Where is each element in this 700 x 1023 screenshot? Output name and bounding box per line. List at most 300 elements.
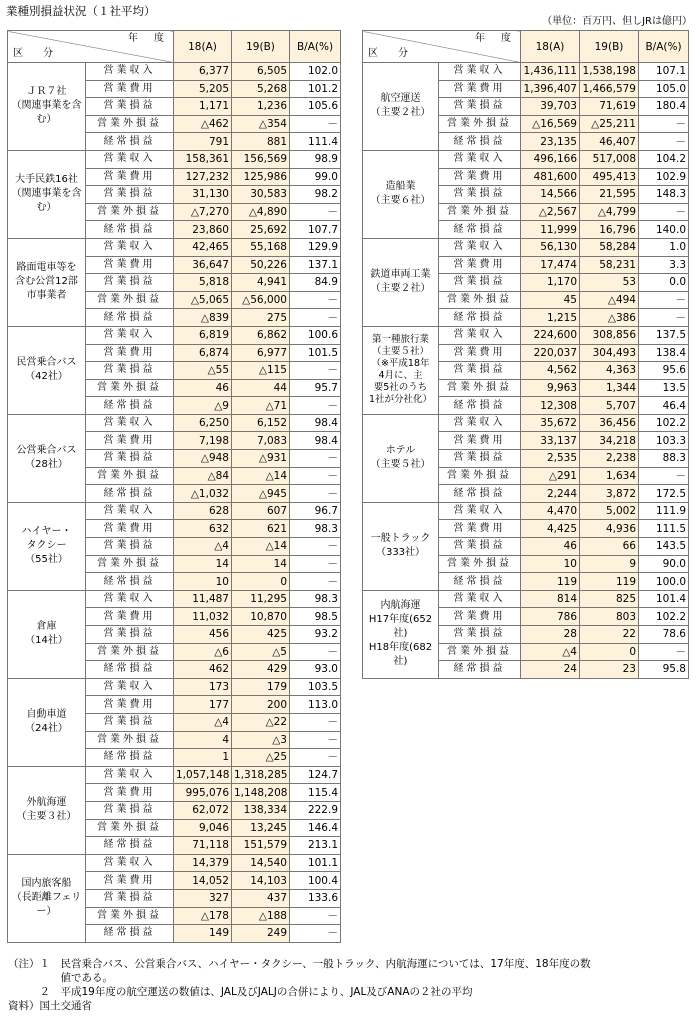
value-19b: △25: [232, 749, 290, 767]
value-18a: 1,171: [174, 98, 232, 116]
ratio-value: 95.7: [290, 379, 341, 397]
ratio-value: 99.0: [290, 168, 341, 186]
value-19b: 125,986: [232, 168, 290, 186]
row-label: 営業損益: [86, 450, 174, 468]
value-19b: 1,538,198: [580, 63, 639, 81]
value-18a: 462: [174, 661, 232, 679]
value-18a: 9,963: [521, 379, 580, 397]
value-19b: △56,000: [232, 291, 290, 309]
value-19b: 495,413: [580, 168, 639, 186]
value-18a: △55: [174, 362, 232, 380]
ratio-value: 101.2: [290, 80, 341, 98]
value-19b: 36,456: [580, 414, 639, 432]
row-label: 経常損益: [439, 309, 521, 327]
value-18a: 4: [174, 731, 232, 749]
group-name-cell: [8, 678, 86, 766]
value-18a: 62,072: [174, 801, 232, 819]
ratio-value: －: [290, 538, 341, 556]
value-19b: 6,152: [232, 414, 290, 432]
value-19b: 58,284: [580, 238, 639, 256]
group-name-line: （14社）: [25, 635, 68, 647]
value-18a: △2,567: [521, 203, 580, 221]
ratio-value: 103.5: [290, 678, 341, 696]
row-label: 経常損益: [439, 661, 521, 679]
row-label: 営業費用: [439, 432, 521, 450]
value-19b: 825: [580, 590, 639, 608]
right-financial-table: [362, 30, 689, 679]
value-18a: 327: [174, 889, 232, 907]
value-18a: 71,118: [174, 837, 232, 855]
value-18a: △948: [174, 450, 232, 468]
header-col-a: 18(A): [521, 31, 580, 63]
unit-note: （単位：百万円、但しJRは億円）: [542, 16, 692, 27]
row-label: 営業費用: [86, 432, 174, 450]
ratio-value: 98.4: [290, 414, 341, 432]
row-label: 営業外損益: [86, 115, 174, 133]
ratio-value: 111.9: [639, 502, 689, 520]
group-name-cell: [8, 238, 86, 326]
value-19b: 50,226: [232, 256, 290, 274]
group-name-cell: [8, 63, 86, 151]
ratio-value: 111.5: [639, 520, 689, 538]
row-label: 営業外損益: [439, 115, 521, 133]
table-title: 業種別損益状況（１社平均）: [6, 4, 156, 18]
group-name-line: 一般トラック: [370, 533, 431, 545]
value-19b: 881: [232, 133, 290, 151]
value-19b: 66: [580, 538, 639, 556]
row-label: 営業収入: [86, 63, 174, 81]
ratio-value: 172.5: [639, 485, 689, 503]
row-label: 営業費用: [86, 872, 174, 890]
row-label: 営業外損益: [86, 907, 174, 925]
ratio-value: 95.8: [639, 661, 689, 679]
value-18a: 481,600: [521, 168, 580, 186]
header-col-ratio: B/A(%): [290, 31, 341, 63]
table-row: [8, 150, 341, 168]
value-19b: 7,083: [232, 432, 290, 450]
row-label: 営業収入: [86, 238, 174, 256]
ratio-value: 93.2: [290, 626, 341, 644]
footnotes: [8, 957, 591, 1013]
row-label: 経常損益: [86, 221, 174, 239]
table-row: [363, 414, 689, 432]
row-label: 営業損益: [86, 98, 174, 116]
row-label: 営業損益: [439, 98, 521, 116]
group-name-line: （主要２社）: [370, 283, 431, 295]
value-18a: 36,647: [174, 256, 232, 274]
value-18a: 35,672: [521, 414, 580, 432]
value-18a: 28: [521, 626, 580, 644]
value-19b: △14: [232, 538, 290, 556]
ratio-value: －: [639, 203, 689, 221]
ratio-value: 96.7: [290, 502, 341, 520]
value-19b: 14,540: [232, 854, 290, 872]
value-19b: 429: [232, 661, 290, 679]
ratio-value: 102.0: [290, 63, 341, 81]
row-label: 経常損益: [439, 133, 521, 151]
ratio-value: －: [290, 731, 341, 749]
row-label: 経常損益: [86, 485, 174, 503]
group-name-cell: [363, 63, 439, 151]
value-18a: 496,166: [521, 150, 580, 168]
ratio-value: －: [290, 749, 341, 767]
value-18a: 4,562: [521, 362, 580, 380]
value-19b: 5,707: [580, 397, 639, 415]
value-18a: 6,819: [174, 326, 232, 344]
value-18a: 31,130: [174, 186, 232, 204]
group-name-cell: [363, 590, 439, 678]
note-line: ２ 平成19年度の航空運送の数値は、JAL及びJALJの合併により、JAL及びANAの２社の平均: [8, 986, 473, 998]
group-name-line: 第一種旅行業: [371, 334, 429, 346]
row-label: 営業費用: [439, 80, 521, 98]
header-row: [363, 31, 689, 63]
row-label: 営業収入: [86, 150, 174, 168]
ratio-value: 100.6: [290, 326, 341, 344]
ratio-value: －: [290, 467, 341, 485]
row-label: 営業損益: [439, 274, 521, 292]
group-name-line: 4月に、主: [378, 370, 423, 382]
ratio-value: －: [290, 485, 341, 503]
row-label: 営業損益: [86, 362, 174, 380]
group-name-line: （28社）: [25, 459, 68, 471]
value-18a: 1,057,148: [174, 766, 232, 784]
value-18a: 158,361: [174, 150, 232, 168]
group-name-line: タクシー: [26, 540, 67, 552]
row-label: 営業外損益: [439, 467, 521, 485]
table-row: [8, 678, 341, 696]
group-name-line: 航空運送: [380, 93, 421, 105]
row-label: 営業費用: [439, 344, 521, 362]
table-row: [8, 854, 341, 872]
table-row: [363, 326, 689, 344]
header-year-label: 年 度: [475, 33, 514, 44]
value-18a: 14: [174, 555, 232, 573]
value-18a: 4,425: [521, 520, 580, 538]
row-label: 営業収入: [86, 502, 174, 520]
group-name-cell: [8, 150, 86, 238]
ratio-value: －: [290, 291, 341, 309]
value-18a: △16,569: [521, 115, 580, 133]
row-label: 経常損益: [86, 837, 174, 855]
value-18a: 56,130: [521, 238, 580, 256]
ratio-value: －: [639, 643, 689, 661]
group-name-line: 1社が分社化）: [368, 394, 433, 406]
value-18a: △1,032: [174, 485, 232, 503]
value-19b: △14: [232, 467, 290, 485]
value-18a: 24: [521, 661, 580, 679]
value-19b: △4,799: [580, 203, 639, 221]
value-18a: 1,170: [521, 274, 580, 292]
row-label: 経常損益: [439, 573, 521, 591]
ratio-value: 102.9: [639, 168, 689, 186]
value-18a: 46: [174, 379, 232, 397]
value-18a: 17,474: [521, 256, 580, 274]
value-19b: △5: [232, 643, 290, 661]
value-19b: 14,103: [232, 872, 290, 890]
ratio-value: 105.0: [639, 80, 689, 98]
ratio-value: －: [290, 203, 341, 221]
value-18a: 14,566: [521, 186, 580, 204]
value-18a: 1: [174, 749, 232, 767]
row-label: 営業収入: [439, 590, 521, 608]
ratio-value: －: [639, 115, 689, 133]
value-19b: 23: [580, 661, 639, 679]
row-label: 営業損益: [439, 362, 521, 380]
row-label: 経常損益: [86, 925, 174, 943]
row-label: 営業収入: [86, 678, 174, 696]
row-label: 営業外損益: [86, 203, 174, 221]
value-18a: 628: [174, 502, 232, 520]
ratio-value: 146.4: [290, 819, 341, 837]
ratio-value: 102.2: [639, 608, 689, 626]
header-diagonal-cell: [363, 31, 521, 63]
ratio-value: 100.4: [290, 872, 341, 890]
ratio-value: 133.6: [290, 889, 341, 907]
value-18a: △4: [174, 538, 232, 556]
group-name-line: ホテル: [385, 445, 416, 457]
group-name-cell: [8, 502, 86, 590]
value-19b: 44: [232, 379, 290, 397]
value-18a: 1,396,407: [521, 80, 580, 98]
ratio-value: －: [639, 467, 689, 485]
row-label: 経常損益: [439, 397, 521, 415]
ratio-value: －: [290, 925, 341, 943]
group-name-cell: [8, 414, 86, 502]
row-label: 営業損益: [439, 450, 521, 468]
row-label: 営業損益: [86, 801, 174, 819]
ratio-value: 111.4: [290, 133, 341, 151]
table-row: [363, 150, 689, 168]
ratio-value: 113.0: [290, 696, 341, 714]
value-18a: 786: [521, 608, 580, 626]
group-name-line: （42社）: [25, 371, 68, 383]
group-name-line: （※平成18年: [371, 358, 430, 370]
group-name-line: （主要６社）: [370, 195, 431, 207]
group-name-line: 国内旅客船: [21, 878, 72, 890]
value-18a: 2,535: [521, 450, 580, 468]
group-name-line: （主要５社）: [370, 459, 431, 471]
ratio-value: 137.1: [290, 256, 341, 274]
value-19b: 151,579: [232, 837, 290, 855]
ratio-value: －: [290, 115, 341, 133]
value-19b: 1,344: [580, 379, 639, 397]
value-18a: 14,052: [174, 872, 232, 890]
row-label: 営業費用: [86, 256, 174, 274]
value-18a: 10: [174, 573, 232, 591]
table-row: [363, 238, 689, 256]
ratio-value: 137.5: [639, 326, 689, 344]
value-19b: 275: [232, 309, 290, 327]
row-label: 営業損益: [86, 889, 174, 907]
source-line: 資料）国土交通省: [8, 1000, 92, 1012]
value-19b: 22: [580, 626, 639, 644]
group-name-line: 公営乗合バス: [16, 445, 77, 457]
value-18a: 46: [521, 538, 580, 556]
value-19b: 46,407: [580, 133, 639, 151]
table-row: [8, 326, 341, 344]
value-19b: 30,583: [232, 186, 290, 204]
value-19b: 119: [580, 573, 639, 591]
group-name-line: 倉庫: [36, 621, 57, 633]
value-19b: 1,466,579: [580, 80, 639, 98]
note-line: （注）１ 民営乗合バス、公営乗合バス、ハイヤー・タクシー、一般トラック、内航海運については、17年度、18年度の数: [8, 958, 591, 970]
ratio-value: －: [290, 555, 341, 573]
value-19b: 4,941: [232, 274, 290, 292]
row-label: 営業外損益: [439, 555, 521, 573]
ratio-value: 105.6: [290, 98, 341, 116]
value-19b: 1,634: [580, 467, 639, 485]
row-label: 営業外損益: [86, 643, 174, 661]
value-19b: △115: [232, 362, 290, 380]
value-18a: △7,270: [174, 203, 232, 221]
value-18a: △5,065: [174, 291, 232, 309]
row-label: 営業費用: [86, 168, 174, 186]
row-label: 営業収入: [86, 766, 174, 784]
group-name-line: 内航海運: [380, 600, 421, 612]
ratio-value: 124.7: [290, 766, 341, 784]
row-label: 営業収入: [86, 326, 174, 344]
row-label: 営業外損益: [86, 467, 174, 485]
ratio-value: 84.9: [290, 274, 341, 292]
value-19b: 304,493: [580, 344, 639, 362]
value-19b: △188: [232, 907, 290, 925]
row-label: 営業費用: [86, 784, 174, 802]
value-18a: 456: [174, 626, 232, 644]
ratio-value: 148.3: [639, 186, 689, 204]
value-18a: 2,244: [521, 485, 580, 503]
ratio-value: 138.4: [639, 344, 689, 362]
ratio-value: －: [290, 713, 341, 731]
value-18a: 220,037: [521, 344, 580, 362]
value-19b: 0: [580, 643, 639, 661]
group-name-cell: [363, 150, 439, 238]
value-19b: 1,318,285: [232, 766, 290, 784]
value-18a: 10: [521, 555, 580, 573]
value-19b: △494: [580, 291, 639, 309]
row-label: 営業外損益: [86, 379, 174, 397]
value-18a: 12,308: [521, 397, 580, 415]
header-category-label: 区 分: [13, 48, 58, 59]
row-label: 経常損益: [86, 661, 174, 679]
value-19b: △386: [580, 309, 639, 327]
header-col-b: 19(B): [232, 31, 290, 63]
group-name-line: （長距離フェリー）: [11, 892, 82, 918]
header-diagonal-cell: [8, 31, 174, 63]
value-18a: 11,999: [521, 221, 580, 239]
ratio-value: 102.2: [639, 414, 689, 432]
value-18a: 4,470: [521, 502, 580, 520]
table-row: [363, 502, 689, 520]
value-18a: 42,465: [174, 238, 232, 256]
group-name-cell: [8, 590, 86, 678]
ratio-value: 140.0: [639, 221, 689, 239]
group-name-cell: [363, 326, 439, 414]
ratio-value: 88.3: [639, 450, 689, 468]
value-18a: 814: [521, 590, 580, 608]
value-19b: 21,595: [580, 186, 639, 204]
header-category-label: 区 分: [368, 48, 413, 59]
ratio-value: 95.6: [639, 362, 689, 380]
group-name-line: 自動車道: [26, 709, 67, 721]
ratio-value: 98.2: [290, 186, 341, 204]
value-18a: 11,032: [174, 608, 232, 626]
value-18a: 149: [174, 925, 232, 943]
value-19b: 34,218: [580, 432, 639, 450]
row-label: 営業収入: [86, 854, 174, 872]
group-name-cell: [8, 766, 86, 854]
row-label: 営業費用: [86, 520, 174, 538]
table-row: [8, 590, 341, 608]
ratio-value: －: [639, 291, 689, 309]
value-19b: 53: [580, 274, 639, 292]
value-18a: 224,600: [521, 326, 580, 344]
ratio-value: 90.0: [639, 555, 689, 573]
row-label: 営業費用: [439, 608, 521, 626]
table-row: [363, 63, 689, 81]
ratio-value: －: [290, 907, 341, 925]
header-col-a: 18(A): [174, 31, 232, 63]
ratio-value: 93.0: [290, 661, 341, 679]
value-19b: △945: [232, 485, 290, 503]
row-label: 営業外損益: [439, 203, 521, 221]
value-19b: 179: [232, 678, 290, 696]
ratio-value: 1.0: [639, 238, 689, 256]
table-row: [8, 766, 341, 784]
row-label: 営業損益: [439, 186, 521, 204]
ratio-value: 129.9: [290, 238, 341, 256]
value-19b: △25,211: [580, 115, 639, 133]
value-19b: 138,334: [232, 801, 290, 819]
group-name-line: H17年度(652社): [368, 614, 433, 640]
row-label: 営業外損益: [439, 643, 521, 661]
value-18a: 995,076: [174, 784, 232, 802]
row-label: 営業外損益: [86, 731, 174, 749]
row-label: 営業収入: [439, 150, 521, 168]
row-label: 営業収入: [439, 502, 521, 520]
row-label: 経常損益: [439, 221, 521, 239]
ratio-value: 180.4: [639, 98, 689, 116]
value-19b: 2,238: [580, 450, 639, 468]
row-label: 営業損益: [86, 274, 174, 292]
ratio-value: 98.9: [290, 150, 341, 168]
value-18a: 632: [174, 520, 232, 538]
ratio-value: 98.3: [290, 520, 341, 538]
row-label: 営業損益: [439, 626, 521, 644]
value-18a: 6,377: [174, 63, 232, 81]
value-19b: 249: [232, 925, 290, 943]
value-18a: 791: [174, 133, 232, 151]
group-name-cell: [363, 414, 439, 502]
ratio-value: －: [639, 133, 689, 151]
value-19b: 5,002: [580, 502, 639, 520]
value-18a: 23,135: [521, 133, 580, 151]
value-19b: 621: [232, 520, 290, 538]
value-19b: 4,363: [580, 362, 639, 380]
group-name-cell: [8, 326, 86, 414]
value-18a: △84: [174, 467, 232, 485]
table-row: [8, 238, 341, 256]
ratio-value: －: [290, 397, 341, 415]
ratio-value: 46.4: [639, 397, 689, 415]
value-19b: 4,936: [580, 520, 639, 538]
value-19b: 9: [580, 555, 639, 573]
value-18a: 173: [174, 678, 232, 696]
value-19b: 16,796: [580, 221, 639, 239]
table-row: [8, 63, 341, 81]
value-18a: 6,250: [174, 414, 232, 432]
value-18a: 14,379: [174, 854, 232, 872]
row-label: 営業外損益: [86, 291, 174, 309]
